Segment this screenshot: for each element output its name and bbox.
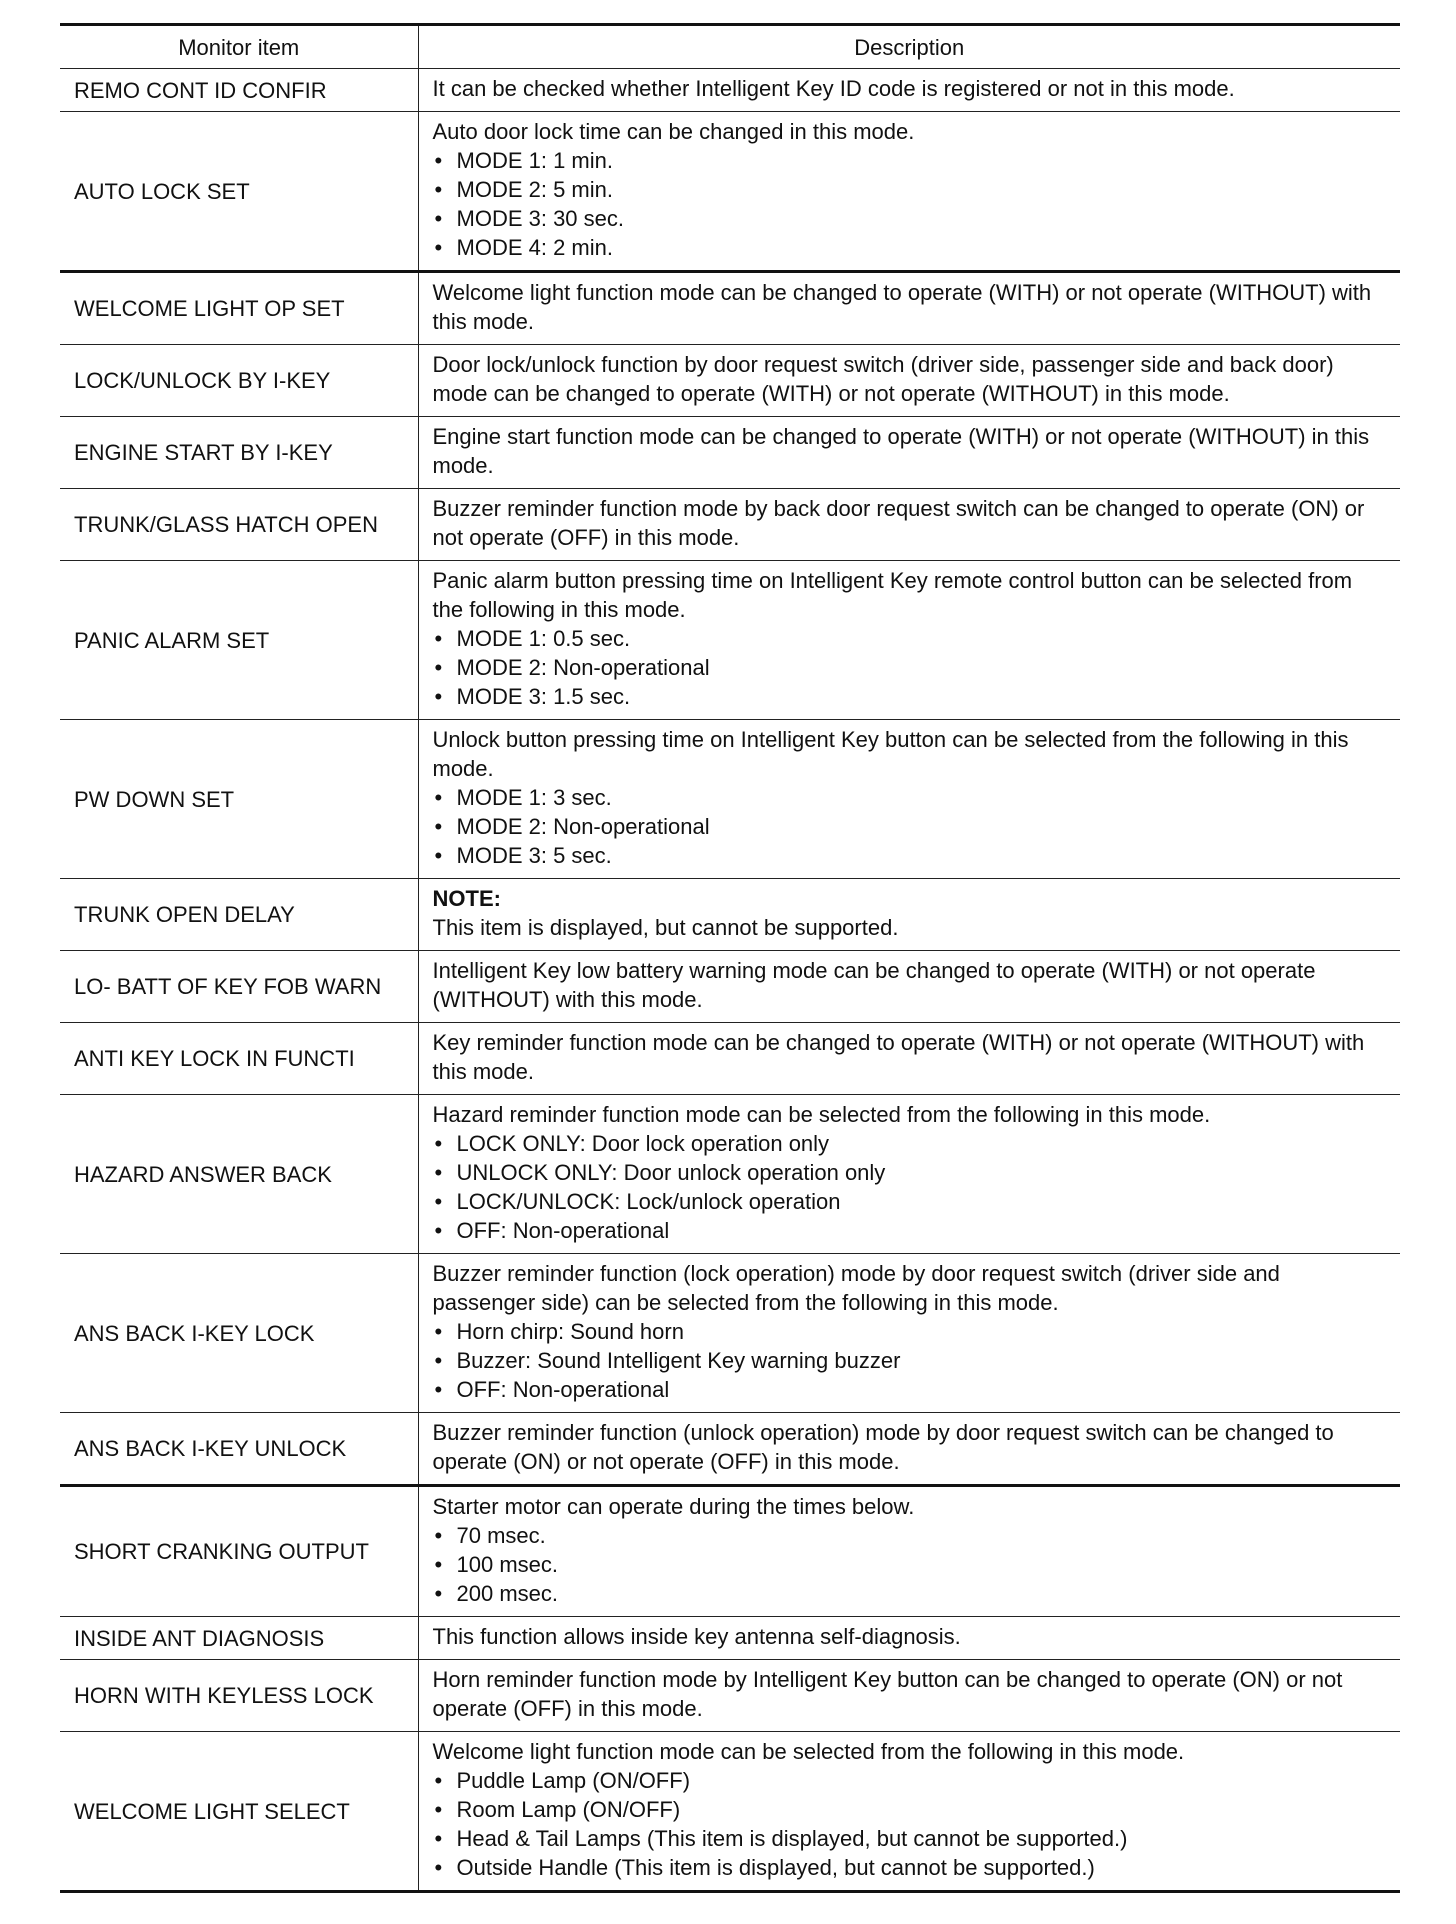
- description-text: Welcome light function mode can be changed to operate (WITH) or not operate (WITHOUT) with this mode.: [432, 280, 1372, 334]
- table-body: [60, 69, 1400, 1892]
- description-cell: [418, 1660, 1400, 1732]
- table-row: [60, 1732, 1400, 1892]
- description-text: Horn reminder function mode by Intelligent Key button can be changed to operate (ON) or not operate (OFF) in this mode.: [432, 1667, 1343, 1721]
- description-bullet-item: • Outside Handle (This item is displayed, but cannot be supported.): [433, 1853, 1389, 1882]
- note-label: NOTE:: [432, 886, 501, 911]
- table-row: [60, 951, 1400, 1023]
- description-text: This function allows inside key antenna self-diagnosis.: [432, 1624, 961, 1649]
- description-cell: [418, 69, 1400, 112]
- description-bullet-item: • Room Lamp (ON/OFF): [433, 1795, 1389, 1824]
- table-row: [60, 69, 1400, 112]
- description-cell: [418, 1617, 1400, 1660]
- monitor-item-cell: HAZARD ANSWER BACK: [60, 1095, 418, 1254]
- description-bullet-list: [433, 146, 1389, 262]
- description-bullet-item: • OFF: Non-operational: [433, 1216, 1389, 1245]
- description-bullet-list: [433, 1317, 1389, 1404]
- description-bullet-list: [433, 1129, 1389, 1245]
- monitor-item-table-container: [60, 23, 1400, 1893]
- description-bullet-list: [433, 624, 1389, 711]
- column-header-monitor-item: Monitor item: [60, 25, 418, 69]
- description-cell: [418, 112, 1400, 272]
- description-bullet-item: • MODE 4: 2 min.: [433, 233, 1389, 262]
- table-row: [60, 272, 1400, 345]
- description-text: Hazard reminder function mode can be selected from the following in this mode.: [432, 1102, 1211, 1127]
- table-row: [60, 1486, 1400, 1617]
- table-row: [60, 879, 1400, 951]
- table-row: [60, 1617, 1400, 1660]
- monitor-item-table: [60, 23, 1400, 1893]
- description-text: Auto door lock time can be changed in this mode.: [432, 119, 915, 144]
- description-bullet-list: [433, 1766, 1389, 1882]
- description-bullet-list: [433, 783, 1389, 870]
- monitor-item-cell: ENGINE START BY I-KEY: [60, 417, 418, 489]
- description-cell: [418, 1254, 1400, 1413]
- monitor-item-cell: AUTO LOCK SET: [60, 112, 418, 272]
- description-bullet-item: • MODE 3: 5 sec.: [433, 841, 1389, 870]
- description-text: Door lock/unlock function by door request switch (driver side, passenger side and back door) mode can be changed to operate (WITH) or not operate (WITHOUT) in this mode.: [432, 352, 1334, 406]
- description-text: It can be checked whether Intelligent Key ID code is registered or not in this mode.: [432, 76, 1235, 101]
- table-header-row: [60, 25, 1400, 69]
- description-text: Key reminder function mode can be changed to operate (WITH) or not operate (WITHOUT) with this mode.: [432, 1030, 1365, 1084]
- description-text: Engine start function mode can be changed to operate (WITH) or not operate (WITHOUT) in this mode.: [432, 424, 1370, 478]
- description-bullet-item: • Buzzer: Sound Intelligent Key warning buzzer: [433, 1346, 1389, 1375]
- description-cell: [418, 561, 1400, 720]
- description-cell: [418, 489, 1400, 561]
- description-cell: [418, 272, 1400, 345]
- table-row: [60, 561, 1400, 720]
- description-cell: [418, 417, 1400, 489]
- description-bullet-item: • LOCK ONLY: Door lock operation only: [433, 1129, 1389, 1158]
- table-row: [60, 720, 1400, 879]
- description-bullet-item: • UNLOCK ONLY: Door unlock operation only: [433, 1158, 1389, 1187]
- monitor-item-cell: LOCK/UNLOCK BY I-KEY: [60, 345, 418, 417]
- description-text: Panic alarm button pressing time on Intelligent Key remote control button can be selected from the following in this mode.: [432, 568, 1353, 622]
- monitor-item-cell: SHORT CRANKING OUTPUT: [60, 1486, 418, 1617]
- description-text: This item is displayed, but cannot be supported.: [432, 915, 899, 940]
- description-bullet-item: • MODE 1: 3 sec.: [433, 783, 1389, 812]
- description-bullet-item: • MODE 2: Non-operational: [433, 812, 1389, 841]
- table-row: [60, 1413, 1400, 1486]
- description-cell: [418, 1095, 1400, 1254]
- description-bullet-item: • 100 msec.: [433, 1550, 1389, 1579]
- table-row: [60, 1660, 1400, 1732]
- description-bullet-item: • MODE 1: 1 min.: [433, 146, 1389, 175]
- monitor-item-cell: WELCOME LIGHT SELECT: [60, 1732, 418, 1892]
- description-bullet-item: • MODE 1: 0.5 sec.: [433, 624, 1389, 653]
- description-cell: [418, 1023, 1400, 1095]
- description-bullet-item: • Horn chirp: Sound horn: [433, 1317, 1389, 1346]
- monitor-item-cell: HORN WITH KEYLESS LOCK: [60, 1660, 418, 1732]
- description-cell: [418, 951, 1400, 1023]
- description-cell: [418, 720, 1400, 879]
- monitor-item-cell: PANIC ALARM SET: [60, 561, 418, 720]
- monitor-item-cell: ANTI KEY LOCK IN FUNCTI: [60, 1023, 418, 1095]
- table-row: [60, 345, 1400, 417]
- description-bullet-item: • LOCK/UNLOCK: Lock/unlock operation: [433, 1187, 1389, 1216]
- description-bullet-item: • MODE 2: 5 min.: [433, 175, 1389, 204]
- table-row: [60, 489, 1400, 561]
- description-cell: [418, 1486, 1400, 1617]
- table-row: [60, 417, 1400, 489]
- description-cell: [418, 345, 1400, 417]
- monitor-item-cell: ANS BACK I-KEY UNLOCK: [60, 1413, 418, 1486]
- description-cell: [418, 1413, 1400, 1486]
- description-cell: [418, 1732, 1400, 1892]
- description-bullet-item: • 70 msec.: [433, 1521, 1389, 1550]
- description-text: Intelligent Key low battery warning mode can be changed to operate (WITH) or not operate (WITHOUT) with this mode.: [432, 958, 1316, 1012]
- column-header-description: Description: [418, 25, 1400, 69]
- description-bullet-item: • Puddle Lamp (ON/OFF): [433, 1766, 1389, 1795]
- description-bullet-item: • Head & Tail Lamps (This item is displayed, but cannot be supported.): [433, 1824, 1389, 1853]
- monitor-item-cell: ANS BACK I-KEY LOCK: [60, 1254, 418, 1413]
- monitor-item-cell: TRUNK/GLASS HATCH OPEN: [60, 489, 418, 561]
- table-row: [60, 1254, 1400, 1413]
- monitor-item-cell: REMO CONT ID CONFIR: [60, 69, 418, 112]
- description-text: Buzzer reminder function (lock operation) mode by door request switch (driver side and passenger side) can be selected from the following in this mode.: [432, 1261, 1280, 1315]
- monitor-item-cell: PW DOWN SET: [60, 720, 418, 879]
- monitor-item-cell: TRUNK OPEN DELAY: [60, 879, 418, 951]
- monitor-item-cell: WELCOME LIGHT OP SET: [60, 272, 418, 345]
- description-bullet-list: [433, 1521, 1389, 1608]
- description-text: Welcome light function mode can be selected from the following in this mode.: [432, 1739, 1185, 1764]
- description-cell: [418, 879, 1400, 951]
- description-text: Buzzer reminder function mode by back door request switch can be changed to operate (ON) or not operate (OFF) in this mode.: [432, 496, 1365, 550]
- description-bullet-item: • OFF: Non-operational: [433, 1375, 1389, 1404]
- description-text: Buzzer reminder function (unlock operation) mode by door request switch can be changed to operate (ON) or not operate (OFF) in this mode.: [432, 1420, 1334, 1474]
- table-row: [60, 1095, 1400, 1254]
- monitor-item-cell: LO- BATT OF KEY FOB WARN: [60, 951, 418, 1023]
- description-bullet-item: • MODE 3: 1.5 sec.: [433, 682, 1389, 711]
- description-bullet-item: • MODE 3: 30 sec.: [433, 204, 1389, 233]
- monitor-item-cell: INSIDE ANT DIAGNOSIS: [60, 1617, 418, 1660]
- table-row: [60, 112, 1400, 272]
- table-row: [60, 1023, 1400, 1095]
- description-bullet-item: • 200 msec.: [433, 1579, 1389, 1608]
- description-text: Unlock button pressing time on Intelligent Key button can be selected from the following in this mode.: [432, 727, 1349, 781]
- description-text: Starter motor can operate during the times below.: [432, 1494, 915, 1519]
- description-bullet-item: • MODE 2: Non-operational: [433, 653, 1389, 682]
